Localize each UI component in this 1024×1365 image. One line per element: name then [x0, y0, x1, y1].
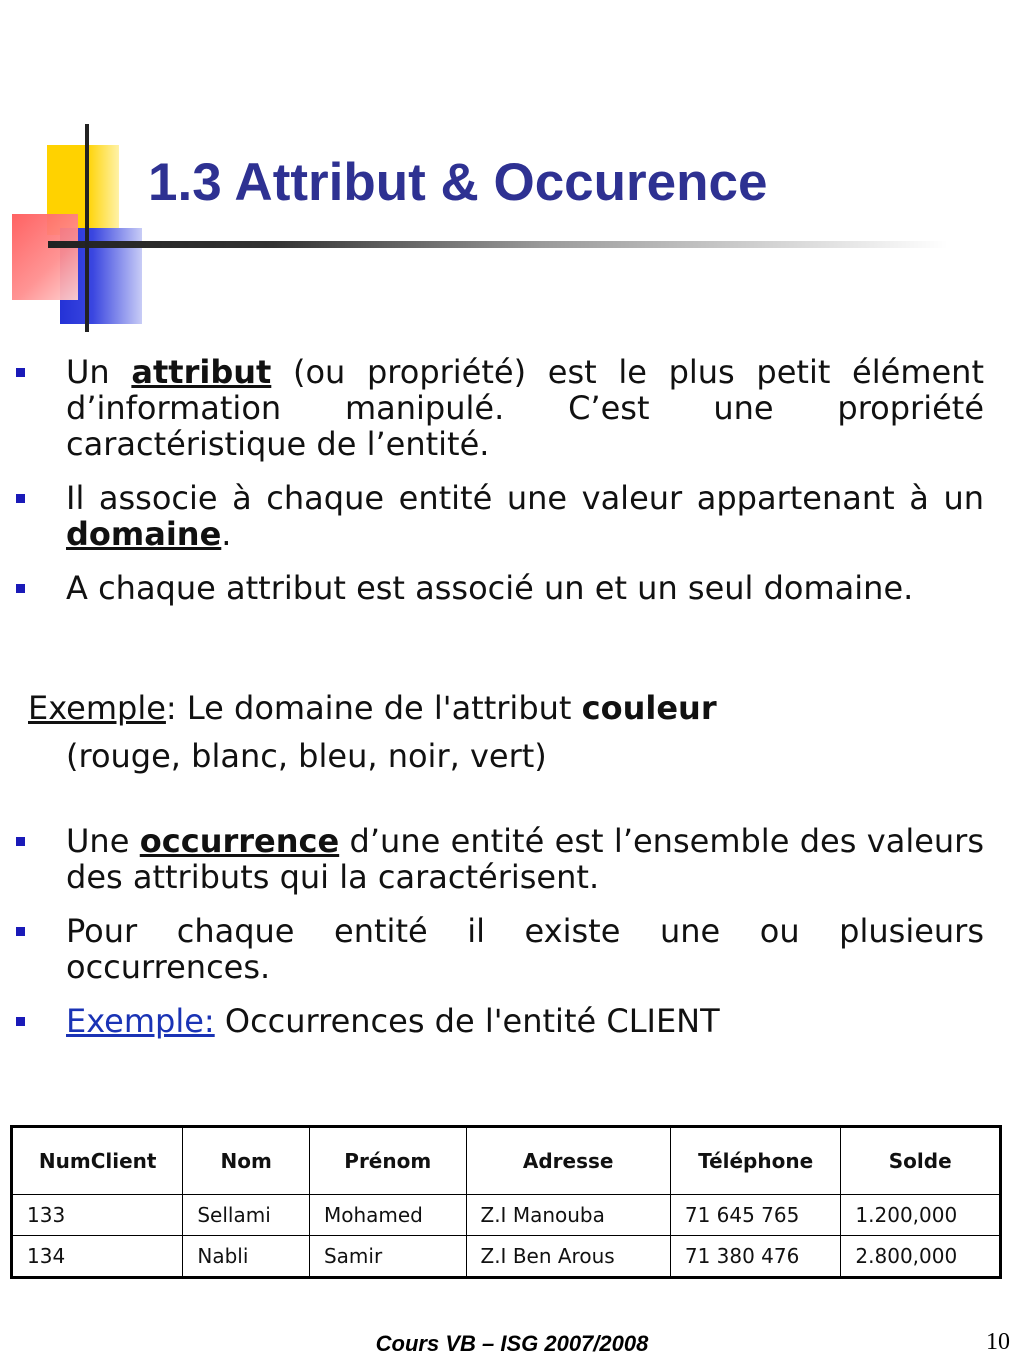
- square-bullet-icon: [16, 584, 25, 593]
- square-bullet-icon: [16, 494, 25, 503]
- bullet-text: [66, 480, 984, 552]
- decoration-red-square: [12, 214, 78, 300]
- example-text: : Le domaine de l'attribut: [165, 689, 582, 727]
- column-header-solde: Solde: [841, 1127, 1001, 1195]
- bullet-occurrences-count: [14, 913, 984, 985]
- page-number: 10: [986, 1329, 1010, 1355]
- bullet-attribut-domaine-unique: [14, 570, 984, 606]
- keyword-occurrence: occurrence: [139, 822, 340, 860]
- bullet-text-part: (ou propriété) est le plus petit élément d’information manipulé. C’est une propriété caractéristique de l’entité.: [66, 353, 985, 463]
- bullet-text: Pour chaque entité il existe une ou plusieurs occurrences.: [66, 912, 984, 986]
- definition-bullet-list: [14, 354, 984, 606]
- keyword-couleur: couleur: [581, 689, 717, 727]
- column-header-telephone: Téléphone: [670, 1127, 841, 1195]
- square-bullet-icon: [16, 368, 25, 377]
- table-cell: Sellami: [183, 1195, 310, 1236]
- bullet-occurrence-definition: [14, 823, 984, 895]
- bullet-text-part: .: [221, 515, 232, 553]
- client-occurrences-table: [10, 1125, 1002, 1279]
- bullet-text-part: d’une entité est l’ensemble des valeurs des attributs qui la caractérisent.: [66, 822, 985, 896]
- table-cell: 2.800,000: [841, 1236, 1001, 1278]
- bullet-text-part: Occurrences de l'entité CLIENT: [214, 1002, 720, 1040]
- slide-title: 1.3 Attribut & Occurence: [148, 153, 768, 212]
- table-cell: 133: [12, 1195, 183, 1236]
- square-bullet-icon: [16, 927, 25, 936]
- table-cell: Z.I Ben Arous: [466, 1236, 670, 1278]
- bullet-text-part: Une: [66, 822, 140, 860]
- column-header-numclient: NumClient: [12, 1127, 183, 1195]
- example-link[interactable]: Exemple:: [66, 1002, 215, 1040]
- occurrence-bullet-list: [14, 823, 984, 1039]
- table-cell: Nabli: [183, 1236, 310, 1278]
- decoration-vertical-line: [85, 124, 89, 332]
- square-bullet-icon: [16, 837, 25, 846]
- table-header-row: [12, 1127, 1001, 1195]
- example-values: (rouge, blanc, bleu, noir, vert): [66, 737, 547, 775]
- bullet-text: [66, 354, 984, 462]
- keyword-domaine: domaine: [66, 515, 222, 553]
- table-cell: 134: [12, 1236, 183, 1278]
- square-bullet-icon: [16, 1017, 25, 1026]
- table-row: [12, 1195, 1001, 1236]
- table-row: [12, 1236, 1001, 1278]
- bullet-example-client: [14, 1003, 984, 1039]
- bullet-text: A chaque attribut est associé un et un seul domaine.: [66, 569, 914, 607]
- example-couleur: [28, 684, 988, 780]
- table-cell: Samir: [309, 1236, 466, 1278]
- column-header-prenom: Prénom: [309, 1127, 466, 1195]
- table-cell: 71 645 765: [670, 1195, 841, 1236]
- example-label: Exemple: [28, 689, 166, 727]
- keyword-attribut: attribut: [131, 353, 272, 391]
- table-cell: Mohamed: [309, 1195, 466, 1236]
- bullet-attribut-definition: [14, 354, 984, 462]
- table-cell: Z.I Manouba: [466, 1195, 670, 1236]
- bullet-domaine: [14, 480, 984, 552]
- column-header-nom: Nom: [183, 1127, 310, 1195]
- bullet-text: [66, 1003, 984, 1039]
- decoration-title-underline: [48, 241, 948, 248]
- footer-course-label: Cours VB – ISG 2007/2008: [375, 1331, 649, 1356]
- table-cell: 71 380 476: [670, 1236, 841, 1278]
- column-header-adresse: Adresse: [466, 1127, 670, 1195]
- bullet-text-part: Il associe à chaque entité une valeur appartenant à un: [66, 479, 984, 517]
- bullet-text: [66, 823, 984, 895]
- table-cell: 1.200,000: [841, 1195, 1001, 1236]
- bullet-text-part: Un: [66, 353, 132, 391]
